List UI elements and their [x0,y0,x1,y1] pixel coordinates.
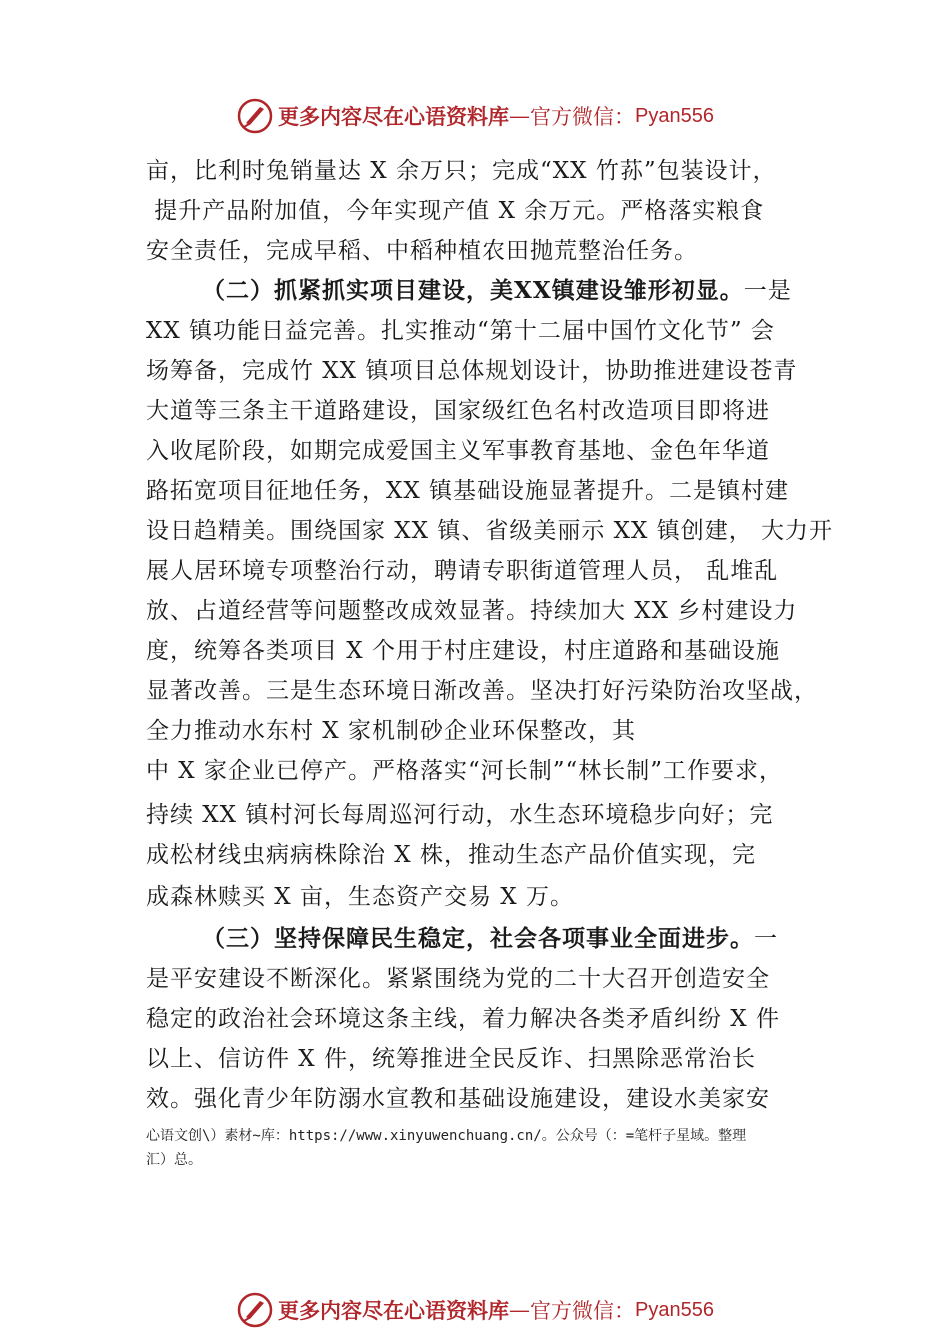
text-line: 是平安建设不断深化。紧紧围绕为党的二十大召开创造安全 [146,966,770,992]
text-line: 稳定的政治社会环境这条主线，着力解决各类矛盾纠纷 X 件 [146,1006,780,1032]
banner-dash: — [509,104,530,128]
brand-logo-icon [236,1291,274,1329]
wechat-account: Pyan556 [635,1298,714,1321]
text-line: 安全责任，完成早稻、中稻种植农田抛荒整治任务。 [146,238,698,264]
section-heading-tail: 一 [754,926,778,952]
text-line: 以上、信访件 X 件，统筹推进全民反诈、扫黑除恶常治长 [146,1046,756,1072]
footnote-line: 心语文创\）素材~库：https://www.xinyuwenchuang.cn/。公众号（：=笔杆子星域。整理 [146,1128,747,1144]
header-banner [236,96,756,136]
wechat-label: 官方微信： [530,105,635,129]
text-line: 度，统筹各类项目 X 个用于村庄建设，村庄道路和基础设施 [146,638,780,664]
brand-name: 更多内容尽在心语资料库 [278,104,509,129]
brand-logo-icon [236,97,274,135]
text-line: 设日趋精美。围绕国家 XX 镇、省级美丽示 XX 镇创建， 大力开 [146,518,834,544]
text-line: 路拓宽项目征地任务，XX 镇基础设施显著提升。二是镇村建 [146,478,790,504]
text-line: 亩，比利时兔销量达 X 余万只；完成“XX 竹荪”包装设计， [146,158,777,184]
text-line: 效。强化青少年防溺水宣教和基础设施建设，建设水美家安 [146,1086,770,1112]
brand-name: 更多内容尽在心语资料库 [278,1298,509,1323]
text-line: 持续 XX 镇村河长每周巡河行动，水生态环境稳步向好；完 [146,802,774,828]
text-line: 大道等三条主干道路建设，国家级红色名村改造项目即将进 [146,398,770,424]
wechat-account: Pyan556 [635,104,714,127]
section-heading-line [202,276,792,306]
text-line: 成松材线虫病病株除治 X 株，推动生态产品价值实现，完 [146,842,756,868]
text-line: 入收尾阶段，如期完成爱国主义军事教育基地、金色年华道 [146,438,770,464]
section-heading: （二）抓紧抓实项目建设，美XX镇建设雏形初显。 [202,277,744,304]
text-line: 场筹备，完成竹 XX 镇项目总体规划设计，协助推进建设苍青 [146,358,798,384]
text-line: 展人居环境专项整治行动，聘请专职街道管理人员， 乱堆乱 [146,558,779,584]
wechat-label: 官方微信： [530,1299,635,1323]
text-line: XX 镇功能日益完善。扎实推动“第十二届中国竹文化节” 会 [146,318,775,344]
footer-banner [236,1290,756,1330]
text-line: 显著改善。三是生态环境日渐改善。坚决打好污染防治攻坚战， [146,678,818,704]
section-heading: （三）坚持保障民生稳定，社会各项事业全面进步。 [202,925,754,952]
section-heading-line [202,924,778,954]
banner-dash: — [509,1298,530,1322]
text-line: 全力推动水东村 X 家机制砂企业环保整改，其 [146,718,636,744]
text-line: 成森林赎买 X 亩，生态资产交易 X 万。 [146,884,574,910]
footnote-line: 汇）总。 [146,1152,202,1168]
footnote [146,1124,846,1172]
text-line: 提升产品附加值，今年实现产值 X 余万元。严格落实粮食 [146,198,765,224]
text-line: 放、占道经营等问题整改成效显著。持续加大 XX 乡村建设力 [146,598,798,624]
section-heading-tail: 一是 [743,278,792,304]
text-line: 中 X 家企业已停产。严格落实“河长制”“林长制”工作要求， [146,758,784,784]
